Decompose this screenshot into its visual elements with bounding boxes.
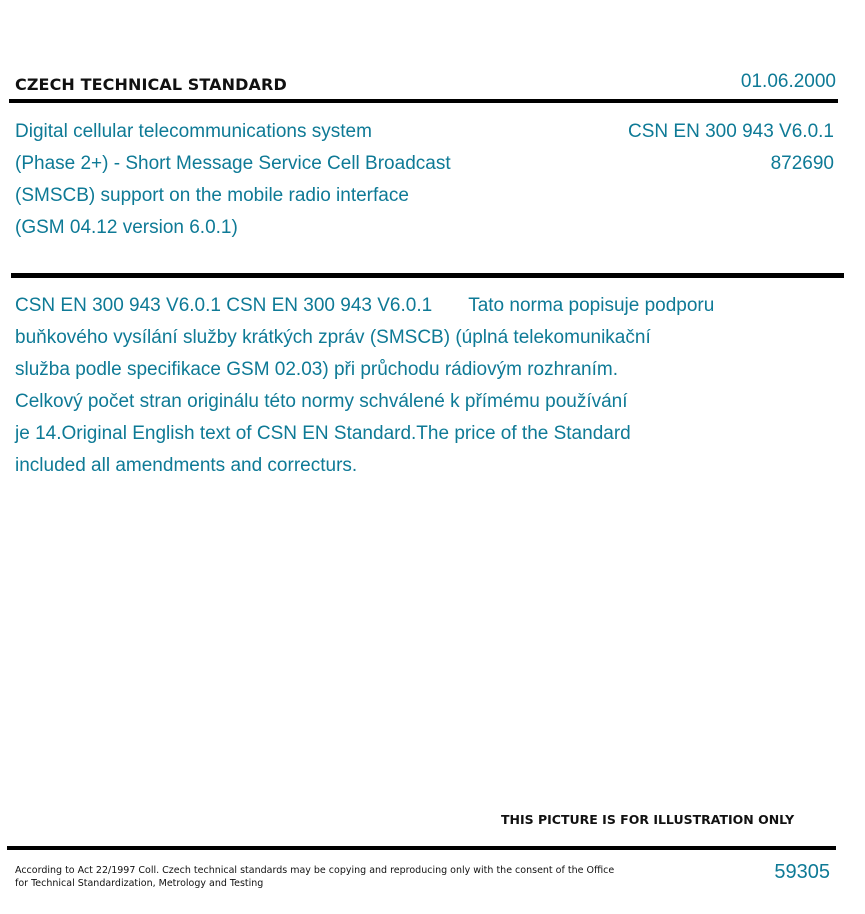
- standard-title-line: Digital cellular telecommunications system: [15, 121, 372, 142]
- standard-title-line: (GSM 04.12 version 6.0.1): [15, 217, 238, 238]
- standard-code: CSN EN 300 943 V6.0.1: [628, 121, 834, 142]
- description-line: included all amendments and correcturs.: [15, 455, 358, 476]
- standard-title: [15, 116, 575, 244]
- copyright-note-line: for Technical Standardization, Metrology and Testing: [15, 878, 264, 889]
- catalog-number: 872690: [770, 153, 834, 174]
- description-line: je 14.Original English text of CSN EN Standard.The price of the Standard: [15, 423, 631, 444]
- header-divider: [9, 99, 838, 103]
- standard-title-line: (Phase 2+) - Short Message Service Cell Broadcast: [15, 153, 451, 174]
- publication-date: 01.06.2000: [740, 71, 836, 92]
- standard-description: [15, 290, 845, 482]
- title-divider: [11, 273, 844, 278]
- standard-title-line: (SMSCB) support on the mobile radio interface: [15, 185, 409, 206]
- description-line: buňkového vysílání služby krátkých zpráv (SMSCB) (úplná telekomunikační: [15, 327, 651, 348]
- copyright-note-line: According to Act 22/1997 Coll. Czech technical standards may be copying and reproducing only with the consent of the Office: [15, 865, 615, 876]
- description-line: služba podle specifikace GSM 02.03) při průchodu rádiovým rozhraním.: [15, 359, 619, 380]
- description-intro: Tato norma popisuje podporu: [468, 295, 715, 316]
- document-number: 59305: [774, 861, 830, 883]
- footer-divider: [7, 846, 836, 850]
- description-codes: CSN EN 300 943 V6.0.1 CSN EN 300 943 V6.0.1: [15, 295, 433, 316]
- copyright-note: [15, 864, 615, 890]
- description-line: Celkový počet stran originálu této normy schválené k přímému používání: [15, 391, 628, 412]
- description-line: [15, 290, 845, 322]
- standard-identifier: [628, 116, 834, 180]
- illustration-notice: THIS PICTURE IS FOR ILLUSTRATION ONLY: [501, 812, 795, 827]
- document-heading: CZECH TECHNICAL STANDARD: [15, 75, 287, 94]
